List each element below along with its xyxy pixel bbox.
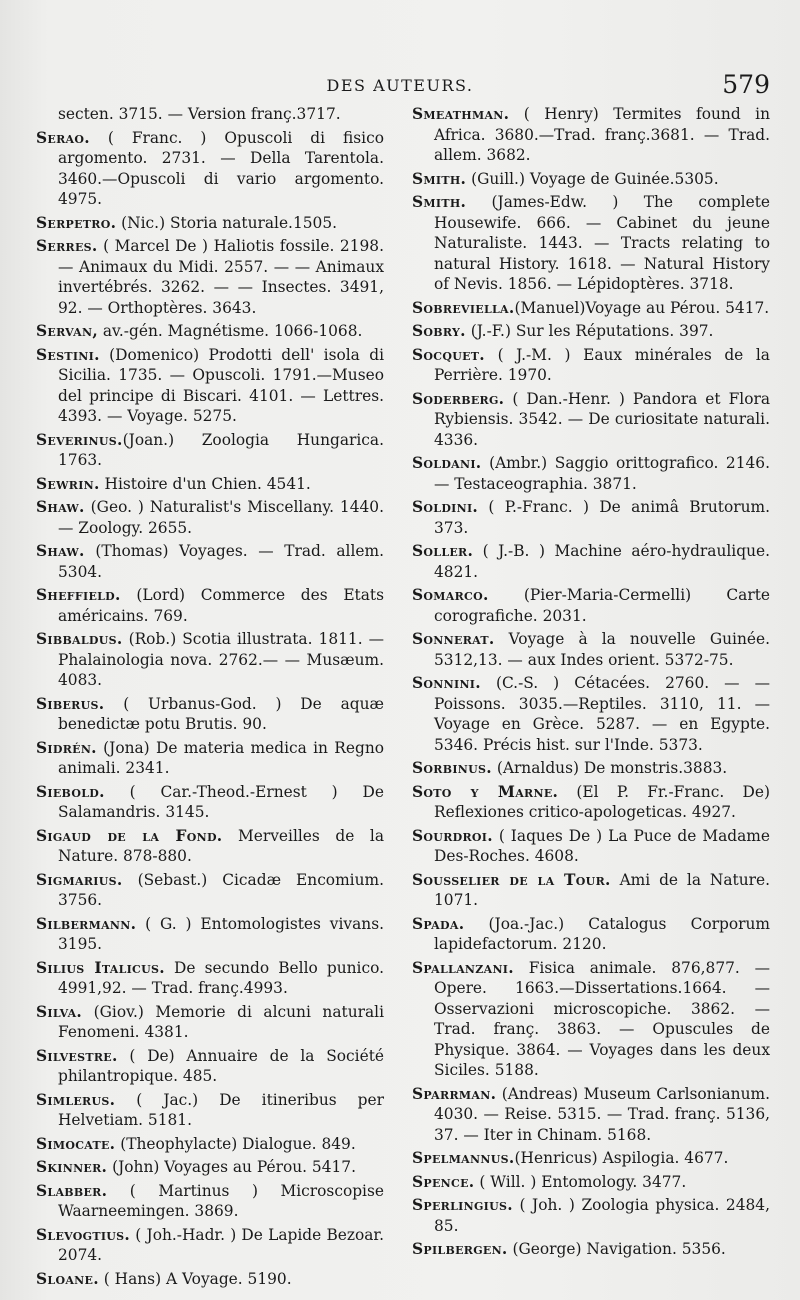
entry-text: (Thomas) Voyages. — Trad. allem. 5304. xyxy=(58,542,384,581)
author-name: Sibbaldus. xyxy=(36,630,123,648)
author-name: Siebold. xyxy=(36,782,105,801)
entry-text: ( J.-B. ) Machine aéro-hydraulique. 4821. xyxy=(434,542,770,581)
entry-text: av.-gén. Magnétisme. 1066-1068. xyxy=(97,322,363,340)
index-entry xyxy=(36,128,384,210)
author-name: Sorbinus. xyxy=(412,759,492,777)
index-entry xyxy=(412,298,770,319)
author-name: Sigaud de la Fond. xyxy=(36,826,223,845)
index-entry xyxy=(412,345,770,386)
entry-text: ( Joh.-Hadr. ) De Lapide Bezoar. 2074. xyxy=(58,1225,384,1264)
entry-text: ( Iaques De ) La Puce de Madame Des-Roches. 4608. xyxy=(434,826,770,865)
entry-text: ( Urbanus-God. ) De aquæ benedictæ potu Brutis. 90. xyxy=(58,694,384,733)
author-name: Soldini. xyxy=(412,498,479,516)
entry-text: ( Hans) A Voyage. 5190. xyxy=(98,1269,292,1288)
entry-text: secten. 3715. — Version franç.3717. xyxy=(58,105,341,123)
index-entry xyxy=(36,497,384,538)
index-entry xyxy=(412,453,770,494)
author-name: Sigmarius. xyxy=(36,870,123,889)
entry-text: ( Jac.) De itineribus per Helvetiam. 5181. xyxy=(58,1090,384,1129)
author-name: Soto y Marne. xyxy=(412,782,559,801)
left-column xyxy=(36,104,384,1292)
index-entry xyxy=(36,1181,384,1222)
entry-text: (James-Edw. ) The complete Housewife. 666. — Cabinet du jeune Naturaliste. 1443. — Tracts relating to natural History. 1618. — Natural History of Nevis. 1856. — Lépidoptères. 3718. xyxy=(434,193,770,293)
author-name: Severinus. xyxy=(36,430,123,449)
index-entry xyxy=(36,694,384,735)
author-name: Sperlingius. xyxy=(412,1196,513,1214)
author-name: Serres. xyxy=(36,237,98,255)
running-title: DES AUTEURS. xyxy=(326,76,474,95)
entry-text: ( De) Annuaire de la Société philantropique. 485. xyxy=(58,1046,384,1085)
index-entry xyxy=(412,169,770,190)
index-entry xyxy=(36,629,384,691)
author-name: Spence. xyxy=(412,1172,475,1191)
author-name: Spallanzani. xyxy=(412,958,514,977)
index-entry xyxy=(412,104,770,166)
entry-text: ( Will. ) Entomology. 3477. xyxy=(474,1172,687,1191)
author-name: Simlerus. xyxy=(36,1090,116,1109)
author-name: Sousselier de la Tour. xyxy=(412,870,611,889)
author-name: Sobreviella. xyxy=(412,298,515,317)
entry-text: ( Henry) Termites found in Africa. 3680.—Trad. franç.3681. — Trad. allem. 3682. xyxy=(434,105,770,164)
index-entry xyxy=(412,497,770,538)
right-column xyxy=(412,104,770,1263)
index-entry xyxy=(412,782,770,823)
index-entry xyxy=(36,826,384,867)
index-entry xyxy=(412,585,770,626)
index-entry xyxy=(412,629,770,670)
entry-text: ( Franc. ) Opuscoli di fisico argomento. 2731. — Della Tarentola. 3460.—Opuscoli di vario argomento. 4975. xyxy=(58,128,384,208)
entry-text: (George) Navigation. 5356. xyxy=(507,1240,726,1258)
entry-text: (Pier-Maria-Cermelli) Carte corografiche. 2031. xyxy=(434,586,770,625)
index-entry xyxy=(36,104,384,125)
entry-text: (Henricus) Aspilogia. 4677. xyxy=(514,1149,729,1167)
index-entry xyxy=(36,585,384,626)
author-name: Silbermann. xyxy=(36,914,137,933)
index-entry xyxy=(412,1195,770,1236)
entry-text: (Joa.-Jac.) Catalogus Corporum lapidefactorum. 2120. xyxy=(434,914,770,953)
author-name: Silva. xyxy=(36,1002,83,1021)
author-name: Silius Italicus. xyxy=(36,958,165,977)
entry-text: (C.-S. ) Cétacées. 2760. — —Poissons. 3035.—Reptiles. 3110, 11. — Voyage en Grèce. 5287. — en Egypte. 5346. Précis hist. sur l'Inde. 5373. xyxy=(434,674,770,754)
entry-text: (Theophylacte) Dialogue. 849. xyxy=(115,1134,356,1153)
index-entry xyxy=(412,758,770,779)
entry-text: (Guill.) Voyage de Guinée.5305. xyxy=(466,169,719,188)
index-entry xyxy=(36,213,384,234)
entry-text: ( G. ) Entomologistes vivans. 3195. xyxy=(58,914,384,953)
entry-text: (El P. Fr.-Franc. De) Reflexiones critico-apologeticas. 4927. xyxy=(434,782,770,821)
author-name: Smith. xyxy=(412,193,467,211)
index-entry xyxy=(412,826,770,867)
author-name: Spilbergen. xyxy=(412,1240,508,1258)
author-name: Sidrén. xyxy=(36,738,97,757)
index-entry xyxy=(36,474,384,495)
index-entry xyxy=(412,1084,770,1146)
author-name: Skinner. xyxy=(36,1158,108,1176)
index-entry xyxy=(412,870,770,911)
author-name: Soldani. xyxy=(412,454,482,472)
entry-text: (Joan.) Zoologia Hungarica. 1763. xyxy=(58,430,384,469)
author-name: Sestini. xyxy=(36,345,100,364)
author-name: Serao. xyxy=(36,128,90,147)
index-entry xyxy=(412,389,770,451)
entry-text: ( Dan.-Henr. ) Pandora et Flora Rybiensis. 3542. — De curiositate naturali. 4336. xyxy=(434,389,770,449)
author-name: Spelmannus. xyxy=(412,1149,515,1167)
author-name: Simocate. xyxy=(36,1134,116,1153)
author-name: Sonnerat. xyxy=(412,630,495,648)
entry-text: (Geo. ) Naturalist's Miscellany. 1440. — Zoology. 2655. xyxy=(58,498,384,537)
index-entry xyxy=(36,236,384,318)
author-name: Siberus. xyxy=(36,694,105,713)
entry-text: ( P.-Franc. ) De animâ Brutorum. 373. xyxy=(434,498,770,537)
entry-text: Voyage à la nouvelle Guinée. 5312,13. — aux Indes orient. 5372-75. xyxy=(434,630,770,669)
entry-text: (Sebast.) Cicadæ Encomium. 3756. xyxy=(58,870,384,909)
index-entry xyxy=(412,958,770,1081)
entry-text: Histoire d'un Chien. 4541. xyxy=(99,474,311,493)
index-entry xyxy=(36,321,384,342)
index-entry xyxy=(36,782,384,823)
entry-text: (Lord) Commerce des Etats américains. 769. xyxy=(58,586,384,625)
author-name: Sourdroi. xyxy=(412,826,493,845)
author-name: Sonnini. xyxy=(412,674,481,692)
author-name: Smeathman. xyxy=(412,105,510,123)
author-name: Spada. xyxy=(412,914,465,933)
author-name: Somarco. xyxy=(412,586,489,604)
index-entry xyxy=(36,1046,384,1087)
author-name: Sewrin. xyxy=(36,474,100,493)
index-entry xyxy=(36,345,384,427)
entry-text: (Manuel)Voyage au Pérou. 5417. xyxy=(514,298,770,317)
index-entry xyxy=(36,1269,384,1290)
author-name: Slabber. xyxy=(36,1181,108,1200)
entry-text: (Domenico) Prodotti dell' isola di Sicilia. 1735. — Opuscoli. 1791.—Museo del principe di Biscari. 4101. — Lettres. 4393. — Voyage. 5275. xyxy=(58,345,384,425)
author-name: Servan, xyxy=(36,322,98,340)
entry-text: Merveilles de la Nature. 878-880. xyxy=(58,826,384,865)
author-name: Soderberg. xyxy=(412,389,505,408)
entry-text: ( Marcel De ) Haliotis fossile. 2198. — Animaux du Midi. 2557. — — Animaux invertébrés. 3262. — — Insectes. 3491, 92. — Orthoptères. 3643. xyxy=(58,237,384,317)
index-entry xyxy=(412,1239,770,1260)
page-number: 579 xyxy=(722,70,770,99)
author-name: Soller. xyxy=(412,542,474,560)
entry-text: (Andreas) Museum Carlsonianum. 4030. — Reise. 5315. — Trad. franç. 5136, 37. — Iter in Chinam. 5168. xyxy=(434,1084,770,1144)
entry-text: ( J.-M. ) Eaux minérales de la Perrière. 1970. xyxy=(434,345,770,384)
index-entry xyxy=(36,1157,384,1178)
index-entry xyxy=(412,1172,770,1193)
author-name: Sparrman. xyxy=(412,1084,497,1103)
entry-text: De secundo Bello punico. 4991,92. — Trad. franç.4993. xyxy=(58,958,384,997)
author-name: Sheffield. xyxy=(36,586,121,604)
index-entry xyxy=(412,1148,770,1169)
author-name: Sloane. xyxy=(36,1269,99,1288)
entry-text: (Ambr.) Saggio orittografico. 2146. — Testaceographia. 3871. xyxy=(434,454,770,493)
index-entry xyxy=(412,673,770,755)
index-entry xyxy=(412,541,770,582)
index-entry xyxy=(412,914,770,955)
author-name: Shaw. xyxy=(36,498,85,516)
entry-text: Fisica animale. 876,877. — Opere. 1663.—Dissertations.1664. — Osservazioni microscopiche. 3862. — Trad. franç. 3863. — Opuscules de Physique. 3864. — Voyages dans les deux Siciles. 5188. xyxy=(434,958,770,1079)
entry-text: ( Car.-Theod.-Ernest ) De Salamandris. 3145. xyxy=(58,782,384,821)
entry-text: (Giov.) Memorie di alcuni naturali Fenomeni. 4381. xyxy=(58,1002,384,1041)
index-entry xyxy=(412,321,770,342)
index-entry xyxy=(36,1225,384,1266)
author-name: Slevogtius. xyxy=(36,1225,131,1244)
entry-text: (J.-F.) Sur les Réputations. 397. xyxy=(465,322,714,340)
author-name: Shaw. xyxy=(36,542,85,560)
index-entry xyxy=(36,541,384,582)
index-entry xyxy=(36,430,384,471)
author-name: Serpetro. xyxy=(36,213,117,232)
entry-text: (Nic.) Storia naturale.1505. xyxy=(116,213,338,232)
author-name: Socquet. xyxy=(412,345,485,364)
entry-text: (Rob.) Scotia illustrata. 1811. — Phalainologia nova. 2762.— — Musæum. 4083. xyxy=(58,630,384,689)
index-entry xyxy=(36,1002,384,1043)
index-entry xyxy=(36,738,384,779)
author-name: Silvestre. xyxy=(36,1046,118,1065)
author-name: Smith. xyxy=(412,169,467,188)
index-entry xyxy=(36,870,384,911)
index-entry xyxy=(36,1090,384,1131)
index-entry xyxy=(36,1134,384,1155)
author-name: Sobry. xyxy=(412,322,466,340)
entry-text: (John) Voyages au Pérou. 5417. xyxy=(107,1158,356,1176)
entry-text: (Arnaldus) De monstris.3883. xyxy=(491,759,728,777)
running-header xyxy=(0,70,800,106)
entry-text: ( Martinus ) Microscopise Waarneemingen. 3869. xyxy=(58,1181,384,1220)
index-entry xyxy=(36,958,384,999)
index-entry xyxy=(36,914,384,955)
entry-text: (Jona) De materia medica in Regno animali. 2341. xyxy=(58,738,384,777)
entry-text: ( Joh. ) Zoologia physica. 2484, 85. xyxy=(434,1196,770,1235)
entry-text: Ami de la Nature. 1071. xyxy=(434,870,770,909)
index-entry xyxy=(412,192,770,295)
